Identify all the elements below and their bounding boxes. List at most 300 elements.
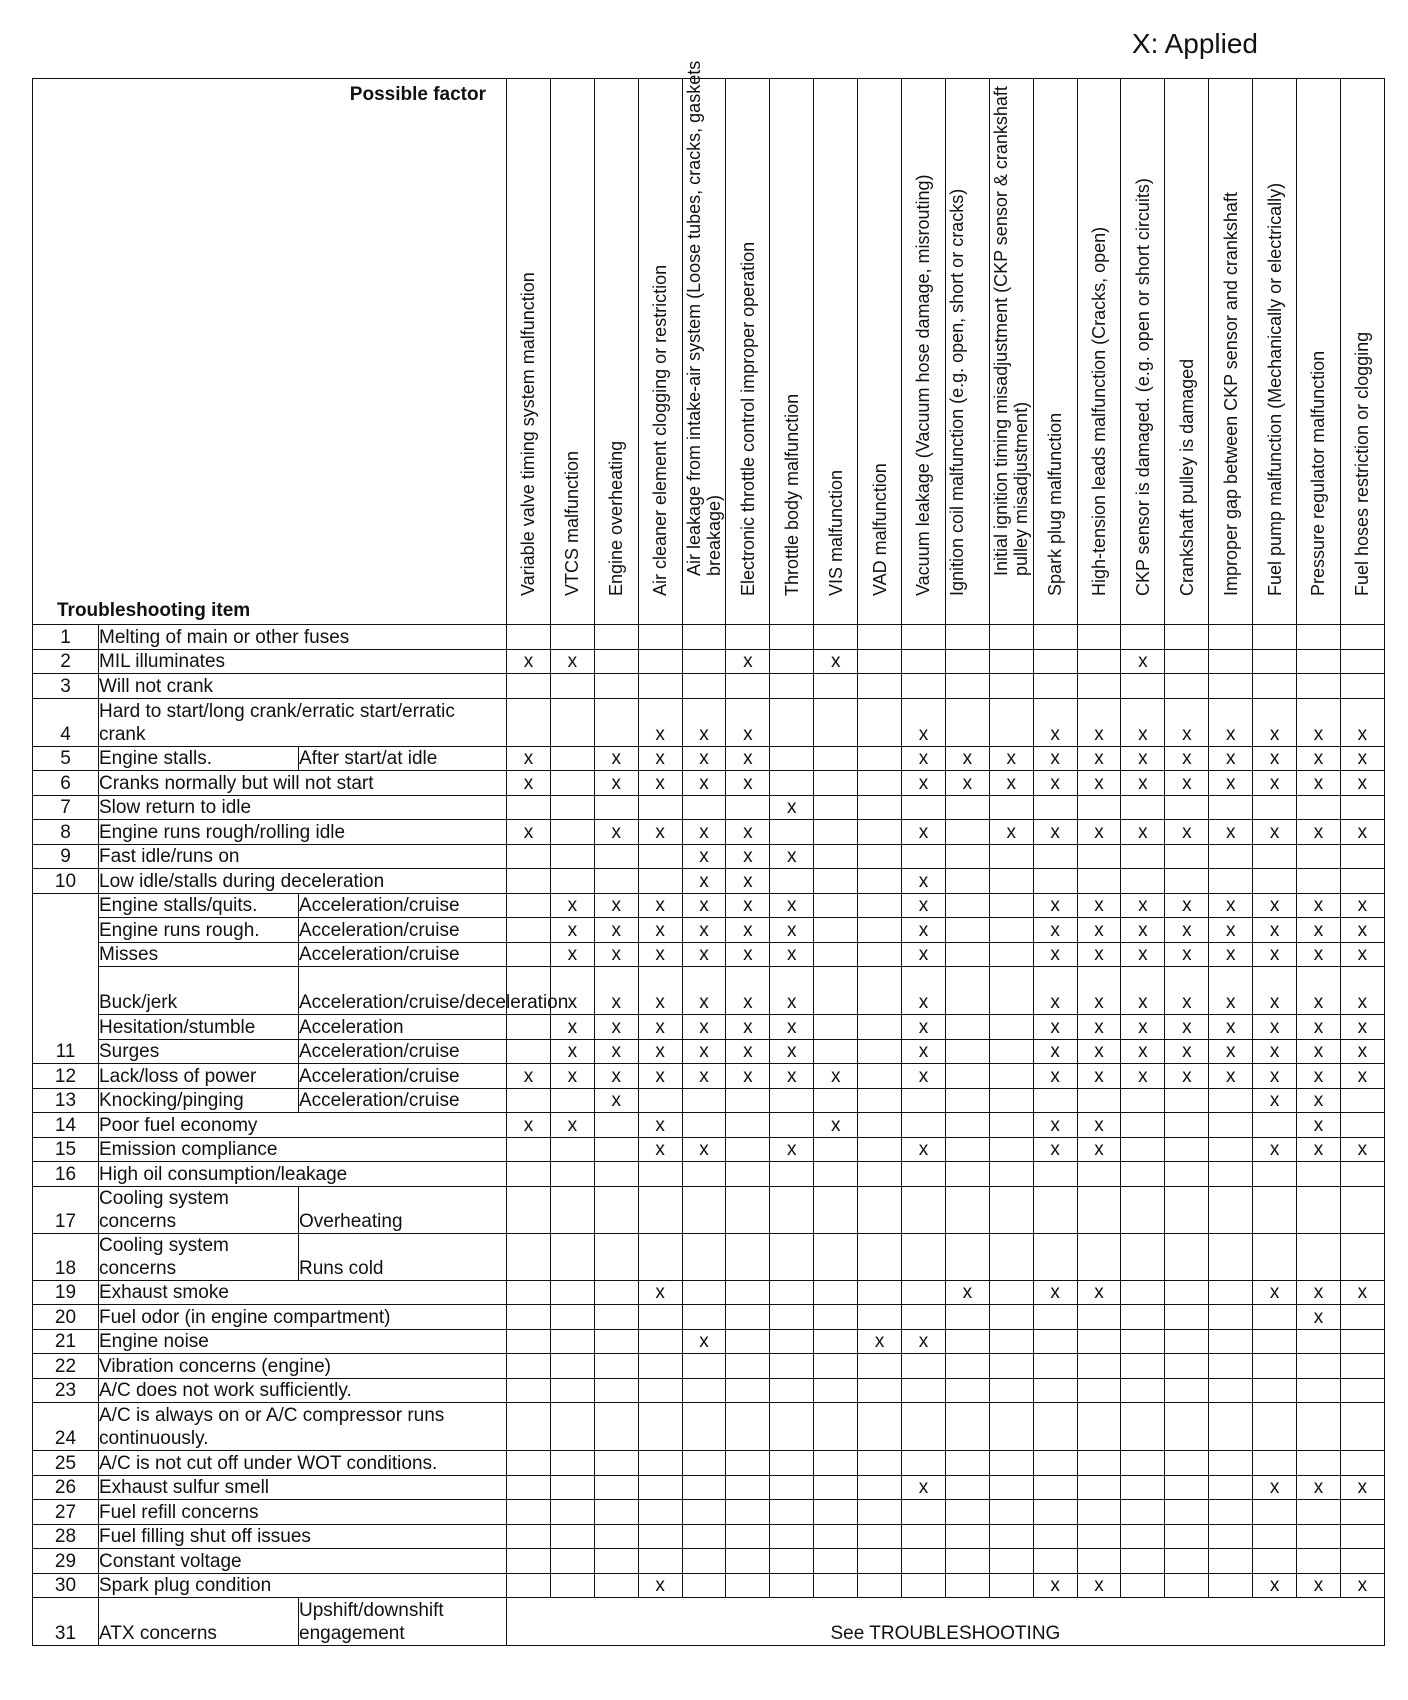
symptom-cell: Engine stalls. bbox=[99, 746, 299, 771]
empty-cell bbox=[1297, 1403, 1341, 1451]
symptom-cell: Engine stalls/quits. bbox=[99, 893, 299, 918]
empty-cell bbox=[1121, 795, 1165, 820]
empty-cell bbox=[1253, 1113, 1297, 1138]
applied-mark: x bbox=[1165, 1039, 1209, 1064]
applied-mark: x bbox=[638, 771, 682, 796]
applied-mark: x bbox=[1077, 893, 1121, 918]
row-number: 21 bbox=[33, 1329, 99, 1354]
empty-cell bbox=[507, 1186, 551, 1233]
empty-cell bbox=[550, 674, 594, 699]
applied-mark: x bbox=[1253, 820, 1297, 845]
empty-cell bbox=[902, 649, 946, 674]
applied-mark: x bbox=[1077, 1280, 1121, 1305]
empty-cell bbox=[1209, 1329, 1253, 1354]
empty-cell bbox=[1209, 1186, 1253, 1233]
factor-label: CKP sensor is damaged. (e.g. open or short circuits) bbox=[1132, 178, 1153, 596]
applied-mark: x bbox=[1165, 698, 1209, 746]
empty-cell bbox=[638, 1403, 682, 1451]
applied-mark: x bbox=[1165, 942, 1209, 967]
applied-mark: x bbox=[1253, 746, 1297, 771]
empty-cell bbox=[1297, 1329, 1341, 1354]
empty-cell bbox=[1121, 1500, 1165, 1525]
applied-mark: x bbox=[1340, 746, 1384, 771]
empty-cell bbox=[594, 698, 638, 746]
empty-cell bbox=[1077, 1162, 1121, 1187]
empty-cell bbox=[1209, 869, 1253, 894]
empty-cell bbox=[550, 1403, 594, 1451]
applied-mark: x bbox=[682, 844, 726, 869]
applied-mark: x bbox=[726, 771, 770, 796]
applied-mark: x bbox=[594, 942, 638, 967]
empty-cell bbox=[945, 1113, 989, 1138]
empty-cell bbox=[1165, 625, 1209, 650]
factor-header bbox=[1209, 79, 1253, 625]
empty-cell bbox=[858, 967, 902, 1015]
applied-mark: x bbox=[1033, 967, 1077, 1015]
factor-label: Electronic throttle control improper operation bbox=[737, 241, 758, 596]
table-row bbox=[33, 918, 1385, 943]
row-number: 6 bbox=[33, 771, 99, 796]
empty-cell bbox=[945, 1137, 989, 1162]
applied-mark: x bbox=[1165, 967, 1209, 1015]
applied-mark: x bbox=[1077, 771, 1121, 796]
factor-header bbox=[682, 60, 726, 625]
empty-cell bbox=[989, 1524, 1033, 1549]
empty-cell bbox=[945, 1233, 989, 1280]
symptom-cell: Fuel refill concerns bbox=[99, 1500, 507, 1525]
empty-cell bbox=[989, 967, 1033, 1015]
symptom-cell: ATX concerns bbox=[99, 1598, 299, 1646]
applied-mark: x bbox=[550, 1113, 594, 1138]
empty-cell bbox=[945, 1064, 989, 1089]
applied-mark: x bbox=[1340, 1039, 1384, 1064]
applied-mark: x bbox=[1253, 698, 1297, 746]
applied-mark: x bbox=[726, 698, 770, 746]
symptom-cell: Engine noise bbox=[99, 1329, 507, 1354]
applied-mark: x bbox=[682, 1039, 726, 1064]
empty-cell bbox=[594, 1403, 638, 1451]
empty-cell bbox=[1209, 1500, 1253, 1525]
empty-cell bbox=[507, 1329, 551, 1354]
empty-cell bbox=[1340, 674, 1384, 699]
empty-cell bbox=[770, 1113, 814, 1138]
empty-cell bbox=[594, 1305, 638, 1330]
applied-mark: x bbox=[1297, 698, 1341, 746]
applied-mark: x bbox=[989, 820, 1033, 845]
symptom-cell: Fast idle/runs on bbox=[99, 844, 507, 869]
empty-cell bbox=[945, 1549, 989, 1574]
empty-cell bbox=[1165, 795, 1209, 820]
row-number: 30 bbox=[33, 1573, 99, 1598]
row-number: 8 bbox=[33, 820, 99, 845]
empty-cell bbox=[682, 1113, 726, 1138]
row-number: 23 bbox=[33, 1378, 99, 1403]
empty-cell bbox=[902, 1280, 946, 1305]
empty-cell bbox=[507, 844, 551, 869]
empty-cell bbox=[1121, 625, 1165, 650]
empty-cell bbox=[1165, 844, 1209, 869]
applied-mark: x bbox=[1297, 746, 1341, 771]
empty-cell bbox=[902, 1186, 946, 1233]
factor-label: Engine overheating bbox=[606, 440, 627, 596]
applied-mark: x bbox=[1165, 1015, 1209, 1040]
empty-cell bbox=[1253, 649, 1297, 674]
empty-cell bbox=[550, 1137, 594, 1162]
empty-cell bbox=[1077, 1088, 1121, 1113]
empty-cell bbox=[858, 1137, 902, 1162]
applied-mark: x bbox=[945, 746, 989, 771]
empty-cell bbox=[1165, 1162, 1209, 1187]
empty-cell bbox=[902, 1162, 946, 1187]
applied-mark: x bbox=[1253, 967, 1297, 1015]
table-row bbox=[33, 1451, 1385, 1476]
empty-cell bbox=[1121, 1088, 1165, 1113]
empty-cell bbox=[858, 820, 902, 845]
empty-cell bbox=[814, 1354, 858, 1379]
applied-mark: x bbox=[1297, 771, 1341, 796]
empty-cell bbox=[1033, 1451, 1077, 1476]
empty-cell bbox=[989, 1475, 1033, 1500]
applied-mark: x bbox=[550, 918, 594, 943]
table-row bbox=[33, 1573, 1385, 1598]
empty-cell bbox=[594, 795, 638, 820]
empty-cell bbox=[550, 1233, 594, 1280]
row-number: 15 bbox=[33, 1137, 99, 1162]
empty-cell bbox=[814, 1451, 858, 1476]
applied-mark: x bbox=[770, 918, 814, 943]
empty-cell bbox=[770, 1088, 814, 1113]
empty-cell bbox=[1077, 1500, 1121, 1525]
applied-mark: x bbox=[1121, 698, 1165, 746]
empty-cell bbox=[1209, 1088, 1253, 1113]
applied-mark: x bbox=[638, 820, 682, 845]
empty-cell bbox=[989, 1500, 1033, 1525]
row-number: 29 bbox=[33, 1549, 99, 1574]
applied-mark: x bbox=[507, 1064, 551, 1089]
empty-cell bbox=[1165, 1573, 1209, 1598]
empty-cell bbox=[814, 1329, 858, 1354]
empty-cell bbox=[1165, 1475, 1209, 1500]
applied-mark: x bbox=[1209, 771, 1253, 796]
empty-cell bbox=[770, 1524, 814, 1549]
empty-cell bbox=[1033, 1475, 1077, 1500]
empty-cell bbox=[1033, 869, 1077, 894]
applied-mark: x bbox=[1253, 1280, 1297, 1305]
empty-cell bbox=[638, 844, 682, 869]
empty-cell bbox=[1165, 1280, 1209, 1305]
empty-cell bbox=[1209, 625, 1253, 650]
empty-cell bbox=[1253, 1162, 1297, 1187]
applied-mark: x bbox=[770, 893, 814, 918]
applied-mark: x bbox=[1077, 1015, 1121, 1040]
empty-cell bbox=[682, 1378, 726, 1403]
empty-cell bbox=[945, 942, 989, 967]
applied-mark: x bbox=[1297, 1088, 1341, 1113]
empty-cell bbox=[638, 1524, 682, 1549]
empty-cell bbox=[1165, 1524, 1209, 1549]
applied-mark: x bbox=[682, 967, 726, 1015]
empty-cell bbox=[682, 625, 726, 650]
empty-cell bbox=[1340, 1329, 1384, 1354]
empty-cell bbox=[550, 1475, 594, 1500]
empty-cell bbox=[1165, 1354, 1209, 1379]
empty-cell bbox=[1209, 1113, 1253, 1138]
empty-cell bbox=[989, 698, 1033, 746]
empty-cell bbox=[945, 1403, 989, 1451]
empty-cell bbox=[770, 1280, 814, 1305]
row-number: 25 bbox=[33, 1451, 99, 1476]
empty-cell bbox=[1340, 1403, 1384, 1451]
factor-header bbox=[594, 79, 638, 625]
empty-cell bbox=[1121, 1354, 1165, 1379]
condition-cell: Overheating bbox=[299, 1186, 507, 1233]
empty-cell bbox=[594, 1549, 638, 1574]
empty-cell bbox=[550, 625, 594, 650]
empty-cell bbox=[1209, 795, 1253, 820]
empty-cell bbox=[1033, 1162, 1077, 1187]
empty-cell bbox=[858, 1500, 902, 1525]
empty-cell bbox=[550, 1378, 594, 1403]
empty-cell bbox=[814, 1137, 858, 1162]
empty-cell bbox=[1340, 869, 1384, 894]
empty-cell bbox=[1121, 1573, 1165, 1598]
empty-cell bbox=[1209, 1378, 1253, 1403]
applied-mark: x bbox=[1121, 649, 1165, 674]
factor-label: Crankshaft pulley is damaged bbox=[1176, 358, 1197, 596]
empty-cell bbox=[682, 1451, 726, 1476]
row-number: 10 bbox=[33, 869, 99, 894]
empty-cell bbox=[989, 893, 1033, 918]
applied-mark: x bbox=[945, 1280, 989, 1305]
table-row bbox=[33, 1233, 1385, 1280]
applied-mark: x bbox=[902, 869, 946, 894]
applied-mark: x bbox=[814, 1064, 858, 1089]
empty-cell bbox=[682, 649, 726, 674]
empty-cell bbox=[726, 1500, 770, 1525]
empty-cell bbox=[638, 625, 682, 650]
applied-mark: x bbox=[1340, 967, 1384, 1015]
empty-cell bbox=[1165, 1233, 1209, 1280]
applied-mark: x bbox=[682, 698, 726, 746]
applied-mark: x bbox=[814, 1113, 858, 1138]
empty-cell bbox=[1253, 625, 1297, 650]
empty-cell bbox=[682, 1403, 726, 1451]
empty-cell bbox=[1077, 1378, 1121, 1403]
empty-cell bbox=[902, 1573, 946, 1598]
table-row bbox=[33, 942, 1385, 967]
empty-cell bbox=[945, 698, 989, 746]
empty-cell bbox=[1121, 1137, 1165, 1162]
applied-mark: x bbox=[682, 820, 726, 845]
empty-cell bbox=[814, 893, 858, 918]
empty-cell bbox=[814, 869, 858, 894]
empty-cell bbox=[550, 844, 594, 869]
applied-mark: x bbox=[507, 746, 551, 771]
empty-cell bbox=[770, 1573, 814, 1598]
empty-cell bbox=[1209, 1475, 1253, 1500]
empty-cell bbox=[726, 1137, 770, 1162]
applied-mark: x bbox=[902, 1137, 946, 1162]
applied-mark: x bbox=[638, 1573, 682, 1598]
applied-mark: x bbox=[726, 844, 770, 869]
empty-cell bbox=[726, 1113, 770, 1138]
empty-cell bbox=[507, 674, 551, 699]
empty-cell bbox=[814, 1162, 858, 1187]
factor-header bbox=[945, 79, 989, 625]
empty-cell bbox=[1209, 1524, 1253, 1549]
applied-mark: x bbox=[1209, 820, 1253, 845]
applied-mark: x bbox=[638, 893, 682, 918]
applied-mark: x bbox=[682, 771, 726, 796]
empty-cell bbox=[726, 1162, 770, 1187]
empty-cell bbox=[1209, 1233, 1253, 1280]
applied-mark: x bbox=[1165, 771, 1209, 796]
empty-cell bbox=[594, 674, 638, 699]
empty-cell bbox=[1033, 649, 1077, 674]
applied-mark: x bbox=[726, 869, 770, 894]
empty-cell bbox=[1297, 1500, 1341, 1525]
factor-label: Pressure regulator malfunction bbox=[1308, 350, 1329, 596]
applied-mark: x bbox=[726, 967, 770, 1015]
applied-mark: x bbox=[1209, 1015, 1253, 1040]
table-row bbox=[33, 1186, 1385, 1233]
applied-mark: x bbox=[550, 1015, 594, 1040]
applied-mark: x bbox=[902, 942, 946, 967]
applied-mark: x bbox=[1033, 1573, 1077, 1598]
empty-cell bbox=[1077, 674, 1121, 699]
empty-cell bbox=[1121, 1329, 1165, 1354]
factor-header bbox=[1077, 79, 1121, 625]
applied-mark: x bbox=[682, 918, 726, 943]
applied-mark: x bbox=[638, 1113, 682, 1138]
empty-cell bbox=[638, 1329, 682, 1354]
empty-cell bbox=[858, 1088, 902, 1113]
applied-mark: x bbox=[1165, 1064, 1209, 1089]
empty-cell bbox=[507, 1573, 551, 1598]
applied-mark: x bbox=[1209, 967, 1253, 1015]
condition-cell: Acceleration/cruise bbox=[299, 1088, 507, 1113]
empty-cell bbox=[1033, 1186, 1077, 1233]
applied-mark: x bbox=[1033, 1039, 1077, 1064]
symptom-cell: Constant voltage bbox=[99, 1549, 507, 1574]
empty-cell bbox=[858, 1549, 902, 1574]
empty-cell bbox=[1121, 1162, 1165, 1187]
factor-label: Initial ignition timing misadjustment (CKP sensor & crankshaft pulley misadjustment) bbox=[991, 86, 1032, 576]
applied-mark: x bbox=[902, 771, 946, 796]
empty-cell bbox=[594, 625, 638, 650]
row-number: 17 bbox=[33, 1186, 99, 1233]
empty-cell bbox=[638, 1162, 682, 1187]
applied-mark: x bbox=[638, 698, 682, 746]
applied-mark: x bbox=[682, 746, 726, 771]
factor-header bbox=[638, 79, 682, 625]
applied-mark: x bbox=[1209, 942, 1253, 967]
empty-cell bbox=[945, 1524, 989, 1549]
applied-mark: x bbox=[682, 1137, 726, 1162]
factor-label: Vacuum leakage (Vacuum hose damage, misrouting) bbox=[913, 174, 934, 596]
applied-mark: x bbox=[594, 820, 638, 845]
empty-cell bbox=[770, 1403, 814, 1451]
empty-cell bbox=[1121, 844, 1165, 869]
empty-cell bbox=[507, 893, 551, 918]
empty-cell bbox=[858, 1280, 902, 1305]
empty-cell bbox=[770, 1475, 814, 1500]
applied-mark: x bbox=[1297, 1475, 1341, 1500]
empty-cell bbox=[989, 869, 1033, 894]
table-row bbox=[33, 844, 1385, 869]
empty-cell bbox=[945, 1039, 989, 1064]
empty-cell bbox=[594, 1186, 638, 1233]
empty-cell bbox=[682, 1524, 726, 1549]
applied-mark: x bbox=[1297, 967, 1341, 1015]
applied-mark: x bbox=[1033, 893, 1077, 918]
empty-cell bbox=[814, 1186, 858, 1233]
applied-mark: x bbox=[1121, 918, 1165, 943]
empty-cell bbox=[989, 1233, 1033, 1280]
applied-mark: x bbox=[1077, 1064, 1121, 1089]
empty-cell bbox=[550, 795, 594, 820]
factor-header bbox=[814, 79, 858, 625]
empty-cell bbox=[902, 1500, 946, 1525]
empty-cell bbox=[550, 1329, 594, 1354]
table-row bbox=[33, 1549, 1385, 1574]
empty-cell bbox=[945, 649, 989, 674]
row-number: 2 bbox=[33, 649, 99, 674]
symptom-cell: A/C is always on or A/C compressor runs continuously. bbox=[99, 1403, 507, 1451]
applied-mark: x bbox=[902, 1039, 946, 1064]
applied-mark: x bbox=[770, 1039, 814, 1064]
applied-mark: x bbox=[1297, 1015, 1341, 1040]
empty-cell bbox=[945, 1573, 989, 1598]
empty-cell bbox=[1253, 1186, 1297, 1233]
applied-mark: x bbox=[726, 820, 770, 845]
symptom-cell: Hard to start/long crank/erratic start/erratic crank bbox=[99, 698, 507, 746]
factor-label: Improper gap between CKP sensor and crankshaft bbox=[1220, 192, 1241, 596]
row-number: 3 bbox=[33, 674, 99, 699]
empty-cell bbox=[814, 625, 858, 650]
applied-mark: x bbox=[1165, 918, 1209, 943]
applied-mark: x bbox=[1253, 893, 1297, 918]
empty-cell bbox=[902, 1403, 946, 1451]
empty-cell bbox=[770, 820, 814, 845]
factor-header bbox=[1253, 79, 1297, 625]
empty-cell bbox=[507, 1475, 551, 1500]
empty-cell bbox=[1340, 1451, 1384, 1476]
empty-cell bbox=[507, 1403, 551, 1451]
table-row bbox=[33, 1015, 1385, 1040]
empty-cell bbox=[902, 795, 946, 820]
empty-cell bbox=[682, 1573, 726, 1598]
applied-mark: x bbox=[550, 893, 594, 918]
empty-cell bbox=[945, 1329, 989, 1354]
empty-cell bbox=[1340, 1524, 1384, 1549]
applied-mark: x bbox=[1340, 942, 1384, 967]
empty-cell bbox=[594, 1354, 638, 1379]
empty-cell bbox=[594, 1524, 638, 1549]
symptom-cell: Low idle/stalls during deceleration bbox=[99, 869, 507, 894]
symptom-cell: Cranks normally but will not start bbox=[99, 771, 507, 796]
empty-cell bbox=[902, 1088, 946, 1113]
applied-mark: x bbox=[989, 771, 1033, 796]
empty-cell bbox=[1121, 1280, 1165, 1305]
empty-cell bbox=[814, 1403, 858, 1451]
empty-cell bbox=[858, 1451, 902, 1476]
applied-mark: x bbox=[1033, 1113, 1077, 1138]
empty-cell bbox=[726, 1329, 770, 1354]
empty-cell bbox=[1209, 1280, 1253, 1305]
applied-mark: x bbox=[638, 1064, 682, 1089]
symptom-cell: Spark plug condition bbox=[99, 1573, 507, 1598]
